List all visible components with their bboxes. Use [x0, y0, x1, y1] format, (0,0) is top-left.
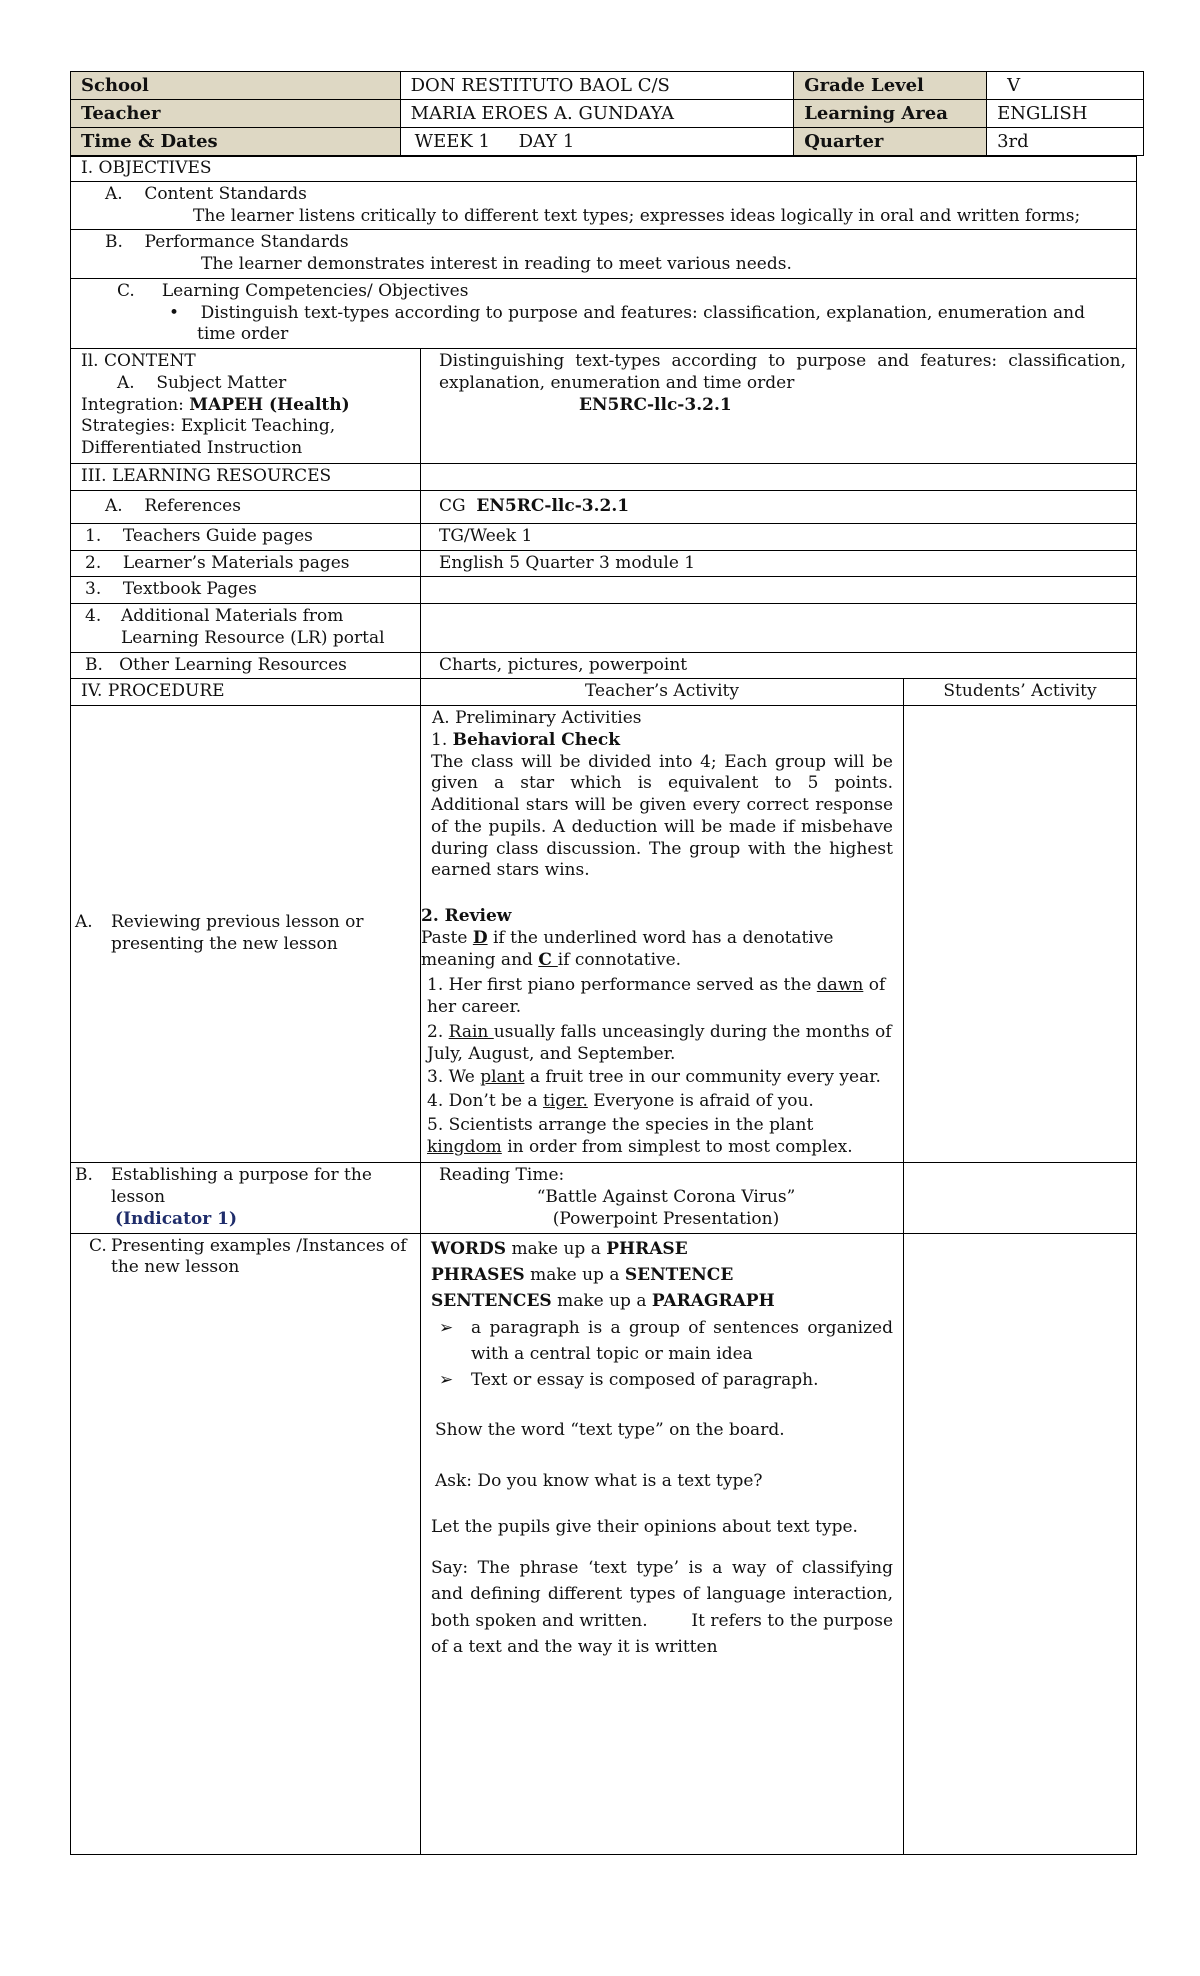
procedure-c-students-cell: [904, 1233, 1137, 1854]
show-text: Show the word “text type” on the board.: [435, 1419, 785, 1440]
grade-level-label: Grade Level: [794, 72, 987, 100]
say-text: Say: The phrase ‘text type’ is a way of classifying and defining different types of language interaction, both spoken and written. It refers to the purpose of a text and the way it is written: [431, 1557, 899, 1657]
connotative-letter: C: [538, 949, 558, 970]
procedure-a-label: [75, 912, 410, 956]
behavioral-check-text: The class will be divided into 4; Each group will be given a star which is equivalent to 5 points. Additional stars will be given every correct response of the pupils. A deduction will be made if misbehave during class discussion. The group with the highest earned stars wins.: [431, 751, 893, 881]
references-row: [71, 490, 1137, 523]
review-item-3-post: a fruit tree in our community every year.: [524, 1067, 881, 1088]
competency-text: Distinguish text-types according to purpose and features: classification, explanation, enumeration and time order: [197, 302, 1085, 345]
review-item-4-pre: 4. Don’t be a: [427, 1091, 543, 1111]
school-label: School: [71, 72, 401, 100]
review-heading: 2. Review: [421, 906, 512, 926]
sentences-mid: make up a: [551, 1291, 652, 1312]
phrases-word: PHRASES: [431, 1264, 525, 1285]
additional-materials-row: [71, 604, 1137, 653]
review-item-4: [427, 1091, 893, 1113]
review-item-3-pre: 3. We: [427, 1067, 481, 1088]
behavioral-check-heading: Behavioral Check: [452, 729, 621, 750]
content-standards-text: The learner listens critically to different text types; expresses ideas logically in oral and written forms;: [193, 205, 1081, 226]
competencies-title: Learning Competencies/ Objectives: [161, 280, 469, 301]
content-standards-letter: A.: [105, 183, 123, 204]
other-resources-value: Charts, pictures, powerpoint: [421, 652, 1137, 679]
references-prefix: CG: [439, 495, 477, 516]
procedure-c-title: Presenting examples /Instances of the new lesson: [111, 1235, 407, 1278]
content-standards-label: [81, 184, 1126, 206]
teachers-guide-label: Teachers Guide pages: [122, 525, 313, 546]
textbook-pages-value: [421, 577, 1137, 604]
arrow-bullet-1: [431, 1315, 893, 1368]
content-heading: Il. CONTENT: [81, 351, 196, 371]
additional-materials-value: [421, 604, 1137, 653]
behavioral-check-number: 1.: [431, 729, 453, 750]
words-word: WORDS: [431, 1238, 507, 1259]
objectives-heading: I. OBJECTIVES: [71, 157, 1137, 182]
review-item-1-pre: 1. Her first piano performance served as the: [427, 975, 817, 996]
other-resources-row: [71, 652, 1137, 679]
paste-text-4: if connotative.: [557, 949, 682, 970]
sentences-line: [431, 1288, 893, 1314]
integration-value: MAPEH (Health): [189, 394, 350, 415]
procedure-b-row: [71, 1163, 1137, 1233]
phrase-word: PHRASE: [606, 1238, 688, 1259]
other-resources-letter: B.: [85, 654, 103, 675]
performance-standards-row: [71, 230, 1137, 279]
textbook-pages-row: [71, 577, 1137, 604]
procedure-a-students-cell: [904, 706, 1137, 1163]
paragraph-word: PARAGRAPH: [651, 1291, 775, 1312]
additional-materials-label: Additional Materials from Learning Resource (LR) portal: [121, 606, 385, 648]
ask-text: Ask: Do you know what is a text type?: [435, 1471, 763, 1492]
teachers-guide-row: [71, 523, 1137, 550]
sentences-word: SENTENCES: [431, 1291, 552, 1312]
arrow-icon: ➢: [439, 1370, 454, 1391]
header-row-time: [71, 128, 1144, 156]
subject-matter-label: [81, 373, 410, 395]
content-row: [71, 349, 1137, 464]
procedure-a-title: Reviewing previous lesson or presenting the new lesson: [111, 912, 364, 955]
other-resources-label: Other Learning Resources: [119, 654, 347, 675]
learners-materials-number: 2.: [85, 552, 102, 573]
procedure-b-letter: B.: [75, 1165, 93, 1186]
review-item-5-post: in order from simplest to most complex.: [501, 1136, 853, 1157]
review-instructions: [421, 928, 893, 972]
denotative-letter: D: [472, 927, 488, 948]
review-item-1-word: dawn: [816, 975, 864, 996]
learners-materials-label: Learner’s Materials pages: [122, 552, 350, 573]
learners-materials-value: English 5 Quarter 3 module 1: [421, 550, 1137, 577]
strategies-text: Strategies: Explicit Teaching, Differentiated Instruction: [81, 416, 336, 458]
bullet-icon: •: [169, 302, 180, 323]
review-title: [421, 906, 893, 928]
textbook-pages-label: Textbook Pages: [122, 579, 257, 600]
textbook-pages-number: 3.: [85, 579, 102, 600]
performance-standards-label: [81, 232, 1126, 254]
procedure-b-title: Establishing a purpose for the lesson: [111, 1165, 372, 1207]
grade-level-value: V: [987, 72, 1144, 100]
students-activity-header: Students’ Activity: [904, 679, 1137, 706]
arrow-bullet-2-text: Text or essay is composed of paragraph.: [471, 1370, 819, 1391]
references-code: EN5RC-llc-3.2.1: [476, 495, 630, 516]
performance-standards-title: Performance Standards: [144, 232, 349, 253]
words-mid: make up a: [506, 1238, 607, 1259]
phrases-line: [431, 1262, 893, 1288]
header-row-school: [71, 72, 1144, 100]
teachers-guide-number: 1.: [85, 525, 102, 546]
quarter-value: 3rd: [987, 128, 1144, 156]
references-label: [81, 496, 410, 518]
review-item-5-word: kingdom: [427, 1136, 502, 1157]
paste-text-2: if the underlined word has a denotative: [487, 927, 834, 948]
content-standards-row: [71, 181, 1137, 230]
review-item-1: [427, 975, 893, 1019]
competencies-row: [71, 278, 1137, 348]
reading-title: “Battle Against Corona Virus”: [536, 1187, 796, 1207]
lesson-table: [70, 156, 1137, 1855]
paste-text-1: Paste: [421, 927, 473, 948]
references-letter: A.: [105, 495, 123, 516]
arrow-bullet-1-text: a paragraph is a group of sentences organized with a central topic or main idea: [471, 1317, 893, 1364]
teachers-guide-value: TG/Week 1: [421, 523, 1137, 550]
content-code: EN5RC-llc-3.2.1: [579, 394, 732, 415]
review-item-3: [427, 1067, 893, 1089]
competency-item: [81, 303, 1126, 347]
review-item-2-pre: 2.: [427, 1021, 449, 1042]
procedure-c-row: [71, 1233, 1137, 1854]
procedure-heading: IV. PROCEDURE: [71, 679, 421, 706]
learners-materials-row: [71, 550, 1137, 577]
competencies-letter: C.: [117, 280, 135, 301]
sentence-word: SENTENCE: [624, 1264, 734, 1285]
review-item-4-word: tiger.: [542, 1091, 588, 1111]
procedure-heading-row: [71, 679, 1137, 706]
content-standards-title: Content Standards: [144, 183, 307, 204]
review-item-5: [427, 1115, 893, 1159]
performance-standards-text: The learner demonstrates interest in reading to meet various needs.: [201, 254, 792, 274]
subject-matter-title: Subject Matter: [156, 372, 287, 393]
objectives-heading-row: [71, 157, 1137, 182]
arrow-bullet-2: [431, 1367, 893, 1393]
header-row-teacher: [71, 100, 1144, 128]
paste-text-3: meaning and: [421, 949, 539, 970]
procedure-c-letter: C.: [89, 1235, 107, 1256]
time-dates-label: Time & Dates: [71, 128, 401, 156]
procedure-a-row: [71, 706, 1137, 1163]
procedure-a-letter: A.: [75, 912, 93, 933]
references-title: References: [144, 495, 241, 516]
header-table: [70, 71, 1144, 156]
words-line: [431, 1236, 893, 1262]
arrow-icon: ➢: [439, 1317, 454, 1338]
procedure-b-students-cell: [904, 1163, 1137, 1233]
review-item-3-word: plant: [480, 1067, 525, 1088]
integration-line: [81, 395, 410, 417]
indicator-label: (Indicator 1): [115, 1208, 238, 1229]
references-value: [421, 490, 1137, 523]
content-description: Distinguishing text-types according to purpose and features: classification, explanation, enumeration and time order: [439, 351, 1127, 393]
review-item-2-word: Rain: [448, 1021, 494, 1042]
teacher-label: Teacher: [71, 100, 401, 128]
learning-area-value: ENGLISH: [987, 100, 1144, 128]
school-value: DON RESTITUTO BAOL C/S: [400, 72, 794, 100]
quarter-label: Quarter: [794, 128, 987, 156]
subject-matter-letter: A.: [117, 372, 135, 393]
preliminary-activities: A. Preliminary Activities: [432, 708, 642, 728]
performance-standards-letter: B.: [105, 232, 123, 253]
competencies-label: [81, 281, 1126, 303]
resources-heading-row: [71, 464, 1137, 491]
procedure-b-label: [75, 1165, 410, 1209]
review-item-2: [427, 1022, 893, 1066]
time-dates-value: WEEK 1 DAY 1: [400, 128, 794, 156]
additional-materials-number: 4.: [85, 606, 102, 626]
integration-label: Integration:: [81, 394, 190, 415]
learning-area-label: Learning Area: [794, 100, 987, 128]
let-text: Let the pupils give their opinions about text type.: [431, 1517, 858, 1538]
procedure-c-label: [89, 1236, 410, 1280]
teacher-value: MARIA EROES A. GUNDAYA: [400, 100, 794, 128]
review-item-4-post: Everyone is afraid of you.: [587, 1091, 814, 1111]
reading-subtitle: (Powerpoint Presentation): [552, 1208, 780, 1229]
resources-heading: III. LEARNING RESOURCES: [71, 464, 421, 491]
teachers-activity-header: Teacher’s Activity: [421, 679, 904, 706]
reading-time-label: Reading Time:: [439, 1165, 565, 1186]
review-item-5-pre: 5. Scientists arrange the species in the plant: [427, 1114, 814, 1135]
phrases-mid: make up a: [524, 1264, 625, 1285]
review-item-1-post: of her career.: [427, 975, 886, 1017]
review-item-2-post: usually falls unceasingly during the months of July, August, and September.: [427, 1021, 892, 1064]
behavioral-check-title: [431, 730, 893, 752]
